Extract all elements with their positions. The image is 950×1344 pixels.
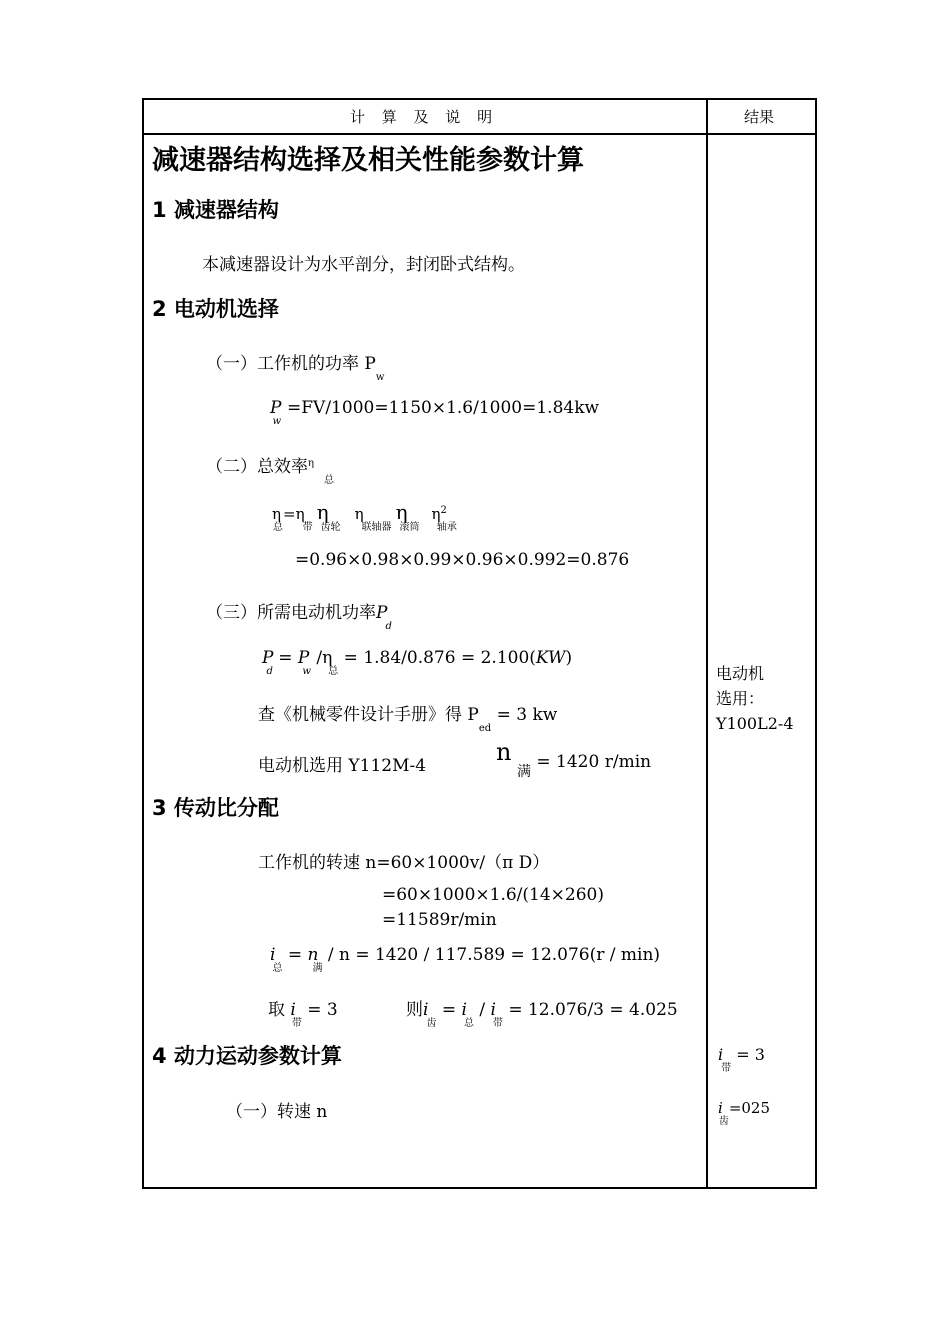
eq-sign: = [283,505,296,523]
pw-sub: w [302,666,311,677]
motor-power-label: （三）所需电动机功率 [206,603,376,623]
col-header-result: 结果 [744,108,775,126]
ratio-sub-total: 总 [463,1018,474,1029]
eta-divider: /η [310,648,333,668]
speed-item: （一）转速 n [226,1102,328,1122]
lookup-value: = 3 kw [491,705,558,725]
eta-sub-drum: 滚筒 [399,522,420,533]
then-label: 则 [406,1000,423,1020]
motor-selection [258,751,426,776]
eq-sign: = [282,945,308,965]
motor-speed-value [517,752,652,780]
work-power-label: （一）工作机的功率 P [206,354,376,374]
eta-symbol: η [272,505,281,523]
pw-symbol: P [297,648,310,668]
pd-unit: KW [535,648,566,668]
lookup-sub: ed [478,723,492,734]
ratio-symbol: i [718,1099,723,1117]
take-label: 取 [268,1000,291,1020]
gear-ratio-rhs: = 12.076/3 = 4.025 [502,1000,678,1020]
gear-ratio-equation [406,995,678,1029]
section-1-title: 1 减速器结构 [152,198,279,222]
ratio-sub-belt: 带 [721,1063,732,1074]
ratio-symbol: i [490,1000,496,1020]
efficiency-label: （二）总效率 [206,457,308,477]
eta-exponent: 2 [440,505,447,516]
eta-sub: 总 [324,475,334,486]
motor-power-item [206,598,392,632]
work-speed-line-2: =60×1000×1.6/(14×260) [382,885,604,905]
ratio-rhs: / n = 1420 / 117.589 = 12.076(r / min) [322,945,661,965]
eq-sub: w [272,416,282,427]
divide-sign: / [473,1000,491,1020]
eta-sub-bearing: 轴承 [436,522,457,533]
col-header-calc: 计 算 及 说 明 [350,108,499,126]
section-1-text: 本减速器设计为水平剖分，封闭卧式结构。 [202,255,525,275]
total-ratio-equation [270,945,661,974]
page-title: 减速器结构选择及相关性能参数计算 [152,145,584,176]
ratio-sub-gear: 齿 [426,1018,437,1029]
eta-sub-gear: 齿轮 [320,522,341,533]
eta-symbol: η [316,500,329,524]
handbook-lookup [258,700,558,734]
efficiency-result: =0.96×0.98×0.99×0.96×0.992=0.876 [295,550,630,570]
result-gear-ratio [718,1099,771,1127]
section-2-title: 2 电动机选择 [152,297,279,321]
motor-model: 电动机选用 Y112M-4 [258,756,427,776]
eq-rhs: =FV/1000=1150×1.6/1000=1.84kw [287,398,600,418]
lookup-label: 查《机械零件设计手册》得 P [258,705,479,725]
ratio-symbol: i [718,1045,724,1064]
eta-sub-total: 总 [328,666,339,677]
pd-close: ) [565,648,573,668]
result-motor-line-2: 选用： [716,689,765,708]
result-motor-line-3: Y100L2-4 [716,714,794,733]
belt-ratio-equation [268,995,338,1029]
pd-symbol: P [262,648,274,668]
belt-ratio-value: = 3 [301,1000,338,1020]
eta-sub-total: 总 [273,522,283,533]
motor-speed [496,738,511,766]
motor-power-symbol: P [376,603,388,623]
motor-power-equation [262,648,573,677]
result-motor-line-1: 电动机 [716,664,765,683]
ratio-symbol: i [461,1000,467,1020]
section-4-title: 4 动力运动参数计算 [152,1044,342,1068]
result-belt-ratio-value: = 3 [731,1045,765,1064]
ratio-sub-belt: 带 [291,1018,302,1029]
speed-symbol: n [496,738,512,766]
motor-power-sub: d [385,621,392,632]
work-speed-line-1: 工作机的转速 n=60×1000v/（π D） [258,853,550,873]
eta-sub-coupling: 联轴器 [361,522,392,533]
ratio-symbol: i [270,945,276,965]
ratio-symbol: i [290,1000,296,1020]
work-speed-line-3: =11589r/min [382,910,497,930]
eta-symbol: η [431,505,441,523]
speed-value: = 1420 r/min [531,752,652,772]
result-belt-ratio [718,1045,765,1074]
eta-symbol: η [295,505,305,523]
efficiency-item [206,452,334,486]
eta-symbol: η [395,500,408,524]
work-power-equation [270,398,600,427]
ratio-sub-belt: 带 [492,1018,503,1029]
ratio-symbol: i [423,1000,429,1020]
n-sub-full: 满 [312,963,323,974]
ratio-sub-total: 总 [272,963,283,974]
work-power-sub: w [375,372,385,383]
eq-sign: = [272,648,298,668]
result-gear-ratio-value: =025 [728,1099,771,1117]
eq-sign: = [436,1000,462,1020]
pd-sub: d [266,666,273,677]
header-divider [142,133,817,135]
pd-rhs: = 1.84/0.876 = 2.100( [338,648,536,668]
speed-sub: 满 [517,764,531,780]
ratio-sub-gear: 齿 [718,1116,729,1127]
eta-sub-belt: 带 [302,522,313,533]
eta-symbol: η [354,505,364,523]
eq-symbol: P [270,398,282,418]
work-power-item [206,349,385,383]
eta-symbol: η [308,458,314,469]
section-3-title: 3 传动比分配 [152,796,279,820]
column-divider [706,98,708,1189]
efficiency-equation [272,500,457,533]
result-motor [716,661,794,736]
n-symbol: n [307,945,319,965]
